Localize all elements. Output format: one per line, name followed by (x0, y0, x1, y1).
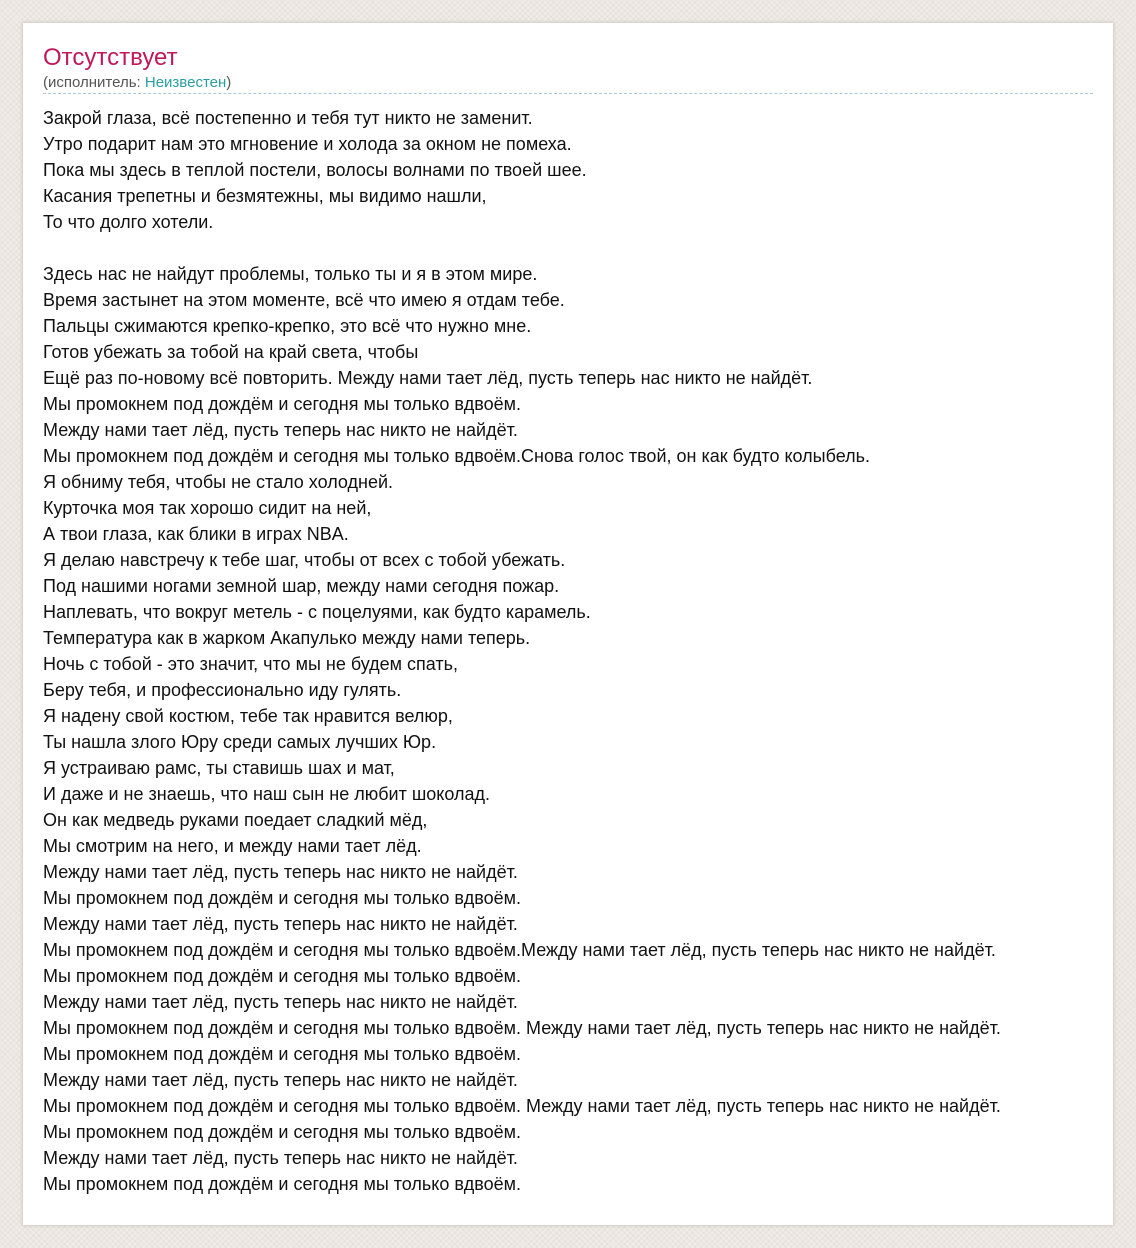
lyric-blank-line (43, 235, 1113, 261)
lyric-line: Касания трепетны и безмятежны, мы видимо нашли, (43, 186, 487, 206)
lyric-line: Я делаю навстречу к тебе шаг, чтобы от всех с тобой убежать. (43, 550, 566, 570)
lyric-line: Курточка моя так хорошо сидит на ней, (43, 498, 372, 518)
lyric-line: Я устраиваю рамс, ты ставишь шах и мат, (43, 758, 395, 778)
lyric-line: То что долго хотели. (43, 212, 214, 232)
lyric-line: Мы смотрим на него, и между нами тает лёд. (43, 836, 422, 856)
artist-line (43, 74, 231, 92)
lyrics-text (43, 105, 1113, 1197)
lyric-line: Между нами тает лёд, пусть теперь нас никто не найдёт. (43, 1070, 518, 1090)
lyric-line: Мы промокнем под дождём и сегодня мы только вдвоём. (43, 1174, 522, 1194)
lyric-line: Ещё раз по-новому всё повторить. Между нами тает лёд, пусть теперь нас никто не найдёт. (43, 368, 813, 388)
lyric-line: Между нами тает лёд, пусть теперь нас никто не найдёт. (43, 420, 518, 440)
lyric-line: Ты нашла злого Юру среди самых лучших Юр. (43, 732, 437, 752)
lyric-line: А твои глаза, как блики в играх NBA. (43, 524, 349, 544)
lyric-line: Мы промокнем под дождём и сегодня мы только вдвоём. (43, 394, 522, 414)
lyric-line: Между нами тает лёд, пусть теперь нас никто не найдёт. (43, 992, 518, 1012)
lyric-line: Я надену свой костюм, тебе так нравится велюр, (43, 706, 453, 726)
song-title: Отсутствует (43, 44, 178, 71)
artist-suffix: ) (226, 74, 232, 91)
lyric-line: Мы промокнем под дождём и сегодня мы только вдвоём.Снова голос твой, он как будто колыбель. (43, 446, 871, 466)
artist-link[interactable]: Неизвестен (144, 74, 227, 91)
lyric-line: Температура как в жарком Акапулько между нами теперь. (43, 628, 531, 648)
lyric-line: Здесь нас не найдут проблемы, только ты и я в этом мире. (43, 264, 538, 284)
lyric-line: Мы промокнем под дождём и сегодня мы только вдвоём. (43, 888, 522, 908)
lyric-line: Мы промокнем под дождём и сегодня мы только вдвоём. (43, 1122, 522, 1142)
lyric-line: Готов убежать за тобой на край света, чтобы (43, 342, 419, 362)
lyric-line: Мы промокнем под дождём и сегодня мы только вдвоём.Между нами тает лёд, пусть теперь нас никто не найдёт. (43, 940, 996, 960)
lyric-line: Мы промокнем под дождём и сегодня мы только вдвоём. (43, 1044, 522, 1064)
lyric-line: Мы промокнем под дождём и сегодня мы только вдвоём. Между нами тает лёд, пусть теперь нас никто не найдёт. (43, 1096, 1001, 1116)
lyric-line: Беру тебя, и профессионально иду гулять. (43, 680, 402, 700)
lyric-line: Мы промокнем под дождём и сегодня мы только вдвоём. (43, 966, 522, 986)
lyric-line: Между нами тает лёд, пусть теперь нас никто не найдёт. (43, 914, 518, 934)
artist-prefix: (исполнитель: (43, 74, 145, 91)
lyric-line: Мы промокнем под дождём и сегодня мы только вдвоём. Между нами тает лёд, пусть теперь нас никто не найдёт. (43, 1018, 1001, 1038)
lyric-line: Наплевать, что вокруг метель - с поцелуями, как будто карамель. (43, 602, 591, 622)
lyric-line: Время застынет на этом моменте, всё что имею я отдам тебе. (43, 290, 565, 310)
lyric-line: Ночь с тобой - это значит, что мы не будем спать, (43, 654, 459, 674)
lyric-line: Утро подарит нам это мгновение и холода за окном не помеха. (43, 134, 572, 154)
lyric-line: Я обниму тебя, чтобы не стало холодней. (43, 472, 394, 492)
lyrics-card (22, 22, 1114, 1226)
lyric-line: Пальцы сжимаются крепко-крепко, это всё что нужно мне. (43, 316, 532, 336)
lyric-line: Между нами тает лёд, пусть теперь нас никто не найдёт. (43, 862, 518, 882)
lyric-line: И даже и не знаешь, что наш сын не любит шоколад. (43, 784, 490, 804)
lyric-line: Под нашими ногами земной шар, между нами сегодня пожар. (43, 576, 560, 596)
lyric-line: Закрой глаза, всё постепенно и тебя тут никто не заменит. (43, 108, 533, 128)
title-divider (43, 93, 1093, 94)
lyric-line: Между нами тает лёд, пусть теперь нас никто не найдёт. (43, 1148, 518, 1168)
lyric-line: Пока мы здесь в теплой постели, волосы волнами по твоей шее. (43, 160, 587, 180)
lyric-line: Он как медведь руками поедает сладкий мёд, (43, 810, 428, 830)
